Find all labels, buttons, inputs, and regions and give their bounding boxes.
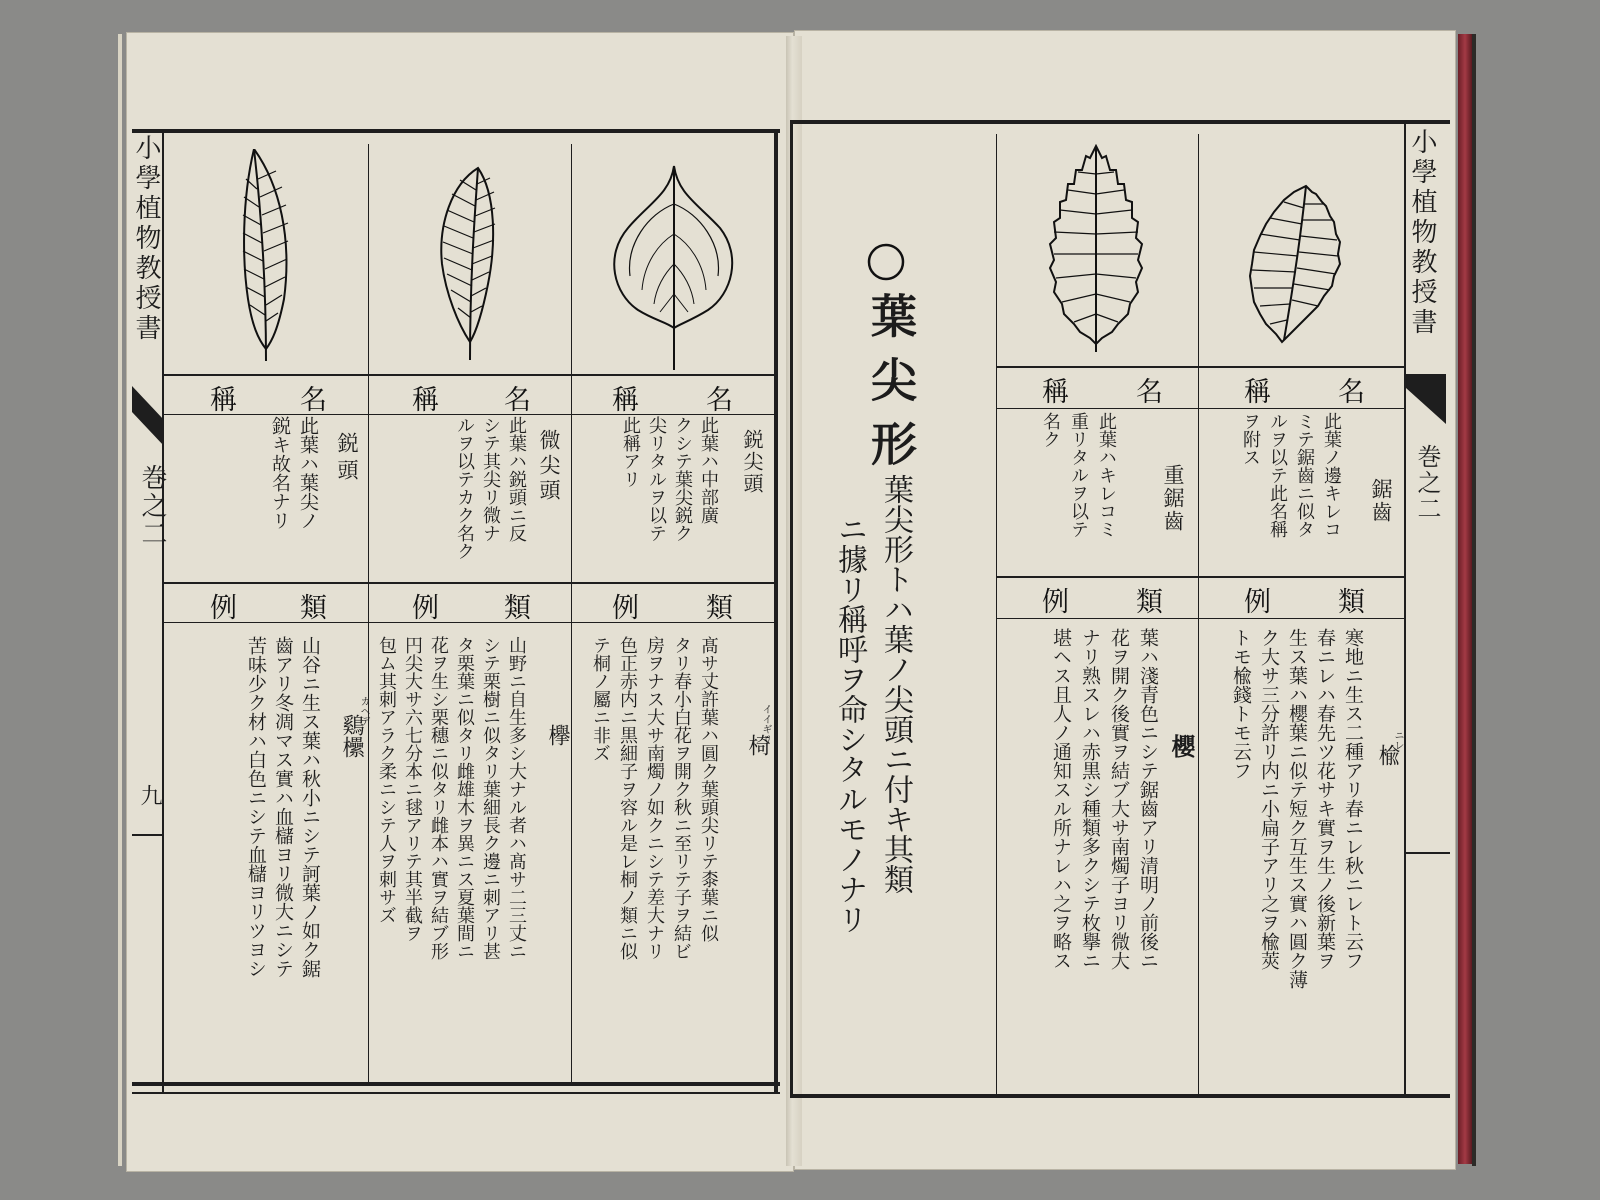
example-line: テ桐ノ屬ニ非ズ: [590, 636, 611, 762]
leaf-slightly-acute-tip-icon: [438, 164, 498, 364]
col4-term: 重鋸齒: [1161, 464, 1185, 533]
example-line: タリ春小白花ヲ開ク秋ニ至リテ子ヲ結ビ: [671, 636, 692, 960]
example-line: 葉ハ淺青色ニシテ鋸齒アリ清明ノ前後ニ: [1137, 628, 1159, 970]
col1-term: 鋭頭: [335, 432, 359, 486]
col1-heading-left: 稱: [210, 385, 237, 416]
col5-description: [1238, 412, 1343, 572]
description-line: 此葉ハ鋭頭ニ反: [506, 416, 527, 542]
example-line: 山野ニ自生多シ大ナル者ハ髙サ二三丈ニ: [506, 636, 527, 960]
example-line: 色正赤内ニ黒細子ヲ容ル是レ桐ノ類ニ似: [617, 636, 638, 960]
right-volume-label: 巻之二: [1413, 444, 1441, 522]
col4-heading-left: 稱: [1042, 377, 1069, 408]
example-line: 髙サ丈許葉ハ圓ク葉頭尖リテ桼葉ニ似: [698, 636, 719, 942]
left-running-title: 小學植物教授書: [131, 134, 161, 344]
col3-example-left: 例: [612, 593, 639, 624]
col1-heading-right: 名: [300, 385, 327, 416]
example-line: ナリ熟スレハ赤黒シ種類多クシテ枚擧ニ: [1079, 628, 1101, 970]
example-line: 春ニレハ春先ツ花サキ實ヲ生ノ後新葉ヲ: [1314, 628, 1336, 970]
example-line: 苦味少ク材ハ白色ニシテ血櫧ヨリツヨシ: [245, 636, 267, 978]
right-h-rule-3: [996, 576, 1404, 578]
col2-heading-right: 名: [504, 385, 531, 416]
volume-marker-icon: [132, 386, 164, 446]
section-intro: [832, 474, 912, 1074]
col3-term: 鋭尖頭: [740, 429, 764, 495]
right-frame-top: [790, 120, 1450, 124]
col1-example-left: 例: [210, 593, 237, 624]
example-line: 包ム其刺アラク柔ニシテ人ヲ刺サズ: [376, 636, 397, 924]
col5-heading-left: 稱: [1244, 377, 1271, 408]
description-line: クシテ葉尖鋭ク: [672, 416, 693, 542]
description-line: ルヲ以テ此名稱: [1267, 412, 1288, 538]
example-line: 花ヲ開ク後實ヲ結ブ大サ南燭子ヨリ微大: [1108, 628, 1130, 970]
intro-line: ニ據リ稱呼ヲ命シタルモノナリ: [832, 514, 867, 934]
leaf-double-serrate-icon: [1046, 144, 1146, 354]
left-h-rule-1: [162, 374, 774, 376]
book-edge-right: [1472, 34, 1476, 1166]
leaf-serrate-icon: [1246, 184, 1346, 344]
left-h-rule-2: [162, 414, 774, 415]
left-frame-right: [774, 129, 778, 1094]
red-book-edge: [1458, 34, 1472, 1164]
col1-plant-name: 鷄欙: [339, 714, 364, 758]
left-margin-tick: [132, 834, 162, 836]
book-edge-left: [118, 34, 122, 1166]
description-line: 此葉ノ邊キレコ: [1321, 412, 1342, 538]
col1-example-right: 類: [300, 593, 327, 624]
description-line: 此葉ハ葉尖ノ: [297, 416, 319, 530]
col5-example-text: [1228, 628, 1365, 1088]
col1-description: [268, 416, 320, 576]
col3-heading-left: 稱: [612, 385, 639, 416]
example-line: タ栗葉ニ似タリ雌雄木ヲ異ニス夏葉間ニ: [454, 636, 475, 960]
example-line: トモ楡錢トモ云フ: [1230, 628, 1252, 780]
left-h-rule-3: [162, 582, 774, 584]
description-line: 尖リタルヲ以テ: [646, 416, 667, 542]
col4-example-right: 類: [1136, 587, 1163, 618]
right-col-rule-2: [1198, 134, 1199, 1094]
col3-plant-ruby: イイギリ: [760, 704, 771, 744]
right-h-rule-1: [996, 366, 1404, 368]
col4-example-left: 例: [1042, 587, 1069, 618]
description-line: 鋭キ故名ナリ: [269, 416, 291, 530]
col2-heading-left: 稱: [412, 385, 439, 416]
right-col-rule-1: [996, 134, 997, 1094]
description-line: 此稱アリ: [620, 416, 641, 488]
col3-plant-name: 椅: [745, 734, 770, 756]
left-inner-rule: [162, 129, 164, 1092]
right-inner-rule: [1404, 120, 1406, 1098]
col5-plant-ruby: ニレ: [1392, 730, 1403, 750]
description-line: ミテ鋸齒ニ似タ: [1294, 412, 1315, 538]
example-line: 寒地ニ生ス二種アリ春ニレ秋ニレト云フ: [1342, 628, 1364, 970]
col3-example-right: 類: [706, 593, 733, 624]
example-line: シテ栗樹ニ似タリ葉細長ク邊ニ刺アリ甚: [480, 636, 501, 960]
description-line: 名ク: [1040, 412, 1061, 448]
col5-heading-right: 名: [1338, 377, 1365, 408]
right-running-title: 小學植物教授書: [1407, 128, 1437, 338]
description-line: ルヲ以テカク名ク: [454, 416, 475, 560]
left-col-rule-1: [368, 144, 369, 1084]
example-line: 堪ヘス且人ノ通知スル所ナレハ之ヲ略ス: [1050, 628, 1072, 970]
col2-term: 微尖頭: [537, 429, 561, 504]
left-col-rule-2: [571, 144, 572, 1084]
col2-example-text: [374, 636, 528, 1076]
left-page-number: 九: [137, 784, 162, 806]
col5-example-left: 例: [1244, 587, 1271, 618]
col1-plant-ruby: カヘデ: [358, 696, 369, 726]
example-line: 花ヲ生シ栗穗ニ似タリ雌本ハ實ヲ結ブ形: [428, 636, 449, 960]
left-frame-bottom-inner: [132, 1092, 780, 1094]
left-frame-top: [132, 129, 780, 133]
description-line: シテ其尖リ微ナ: [480, 416, 501, 542]
col5-term: 鋸齒: [1369, 478, 1393, 524]
left-volume-label: 巻之二: [137, 464, 167, 548]
col3-example-text: [588, 636, 720, 1076]
open-book: [118, 24, 1480, 1176]
col4-plant-name: 櫻: [1167, 734, 1196, 758]
col5-example-right: 類: [1338, 587, 1365, 618]
description-line: ヲ附ス: [1240, 412, 1261, 466]
right-frame-bottom: [790, 1094, 1450, 1098]
leaf-acuminate-tip-icon: [608, 164, 738, 374]
intro-line: 葉尖形トハ葉ノ尖頭ニ付キ其類: [878, 474, 913, 894]
section-title: 葉尖形: [864, 292, 918, 484]
col3-description: [618, 416, 720, 576]
col4-description: [1038, 412, 1118, 572]
example-line: ク大サ三分許リ内ニ小扁子アリ之ヲ楡莢: [1258, 628, 1280, 970]
left-h-rule-4: [162, 622, 774, 623]
col2-example-right: 類: [504, 593, 531, 624]
example-line: 齒アリ冬凋マス實ハ血櫧ヨリ微大ニシテ: [272, 636, 294, 978]
col1-example-text: [244, 636, 322, 1076]
col2-description: [452, 416, 528, 576]
right-margin-tick: [1406, 852, 1450, 854]
volume-marker-icon-right: [1406, 374, 1446, 434]
example-line: 円尖大サ六七分本ニ毬アリテ其半截ヲ: [402, 636, 423, 942]
leaf-acute-tip-icon: [236, 149, 296, 364]
col2-plant-name: 欅: [545, 724, 570, 746]
example-line: 房ヲナス大サ南燭ノ如クニシテ差大ナリ: [644, 636, 665, 960]
example-line: 生ス葉ハ櫻葉ニ似テ短ク互生ス實ハ圓ク薄: [1286, 628, 1308, 989]
col5-plant-name: 楡: [1375, 744, 1400, 766]
section-circle-icon: [866, 242, 906, 282]
right-frame-left: [790, 120, 793, 1098]
col3-heading-right: 名: [706, 385, 733, 416]
col4-heading-right: 名: [1136, 377, 1163, 408]
example-line: 山谷ニ生ス葉ハ秋小ニシテ訶葉ノ如ク鋸: [299, 636, 321, 978]
description-line: 此葉ハキレコミ: [1096, 412, 1117, 538]
col2-example-left: 例: [412, 593, 439, 624]
description-line: 重リタルヲ以テ: [1068, 412, 1089, 538]
left-frame-bottom: [132, 1082, 780, 1086]
col4-example-text: [1048, 628, 1160, 1088]
description-line: 此葉ハ中部廣: [698, 416, 719, 524]
book-gutter: [786, 36, 802, 1166]
